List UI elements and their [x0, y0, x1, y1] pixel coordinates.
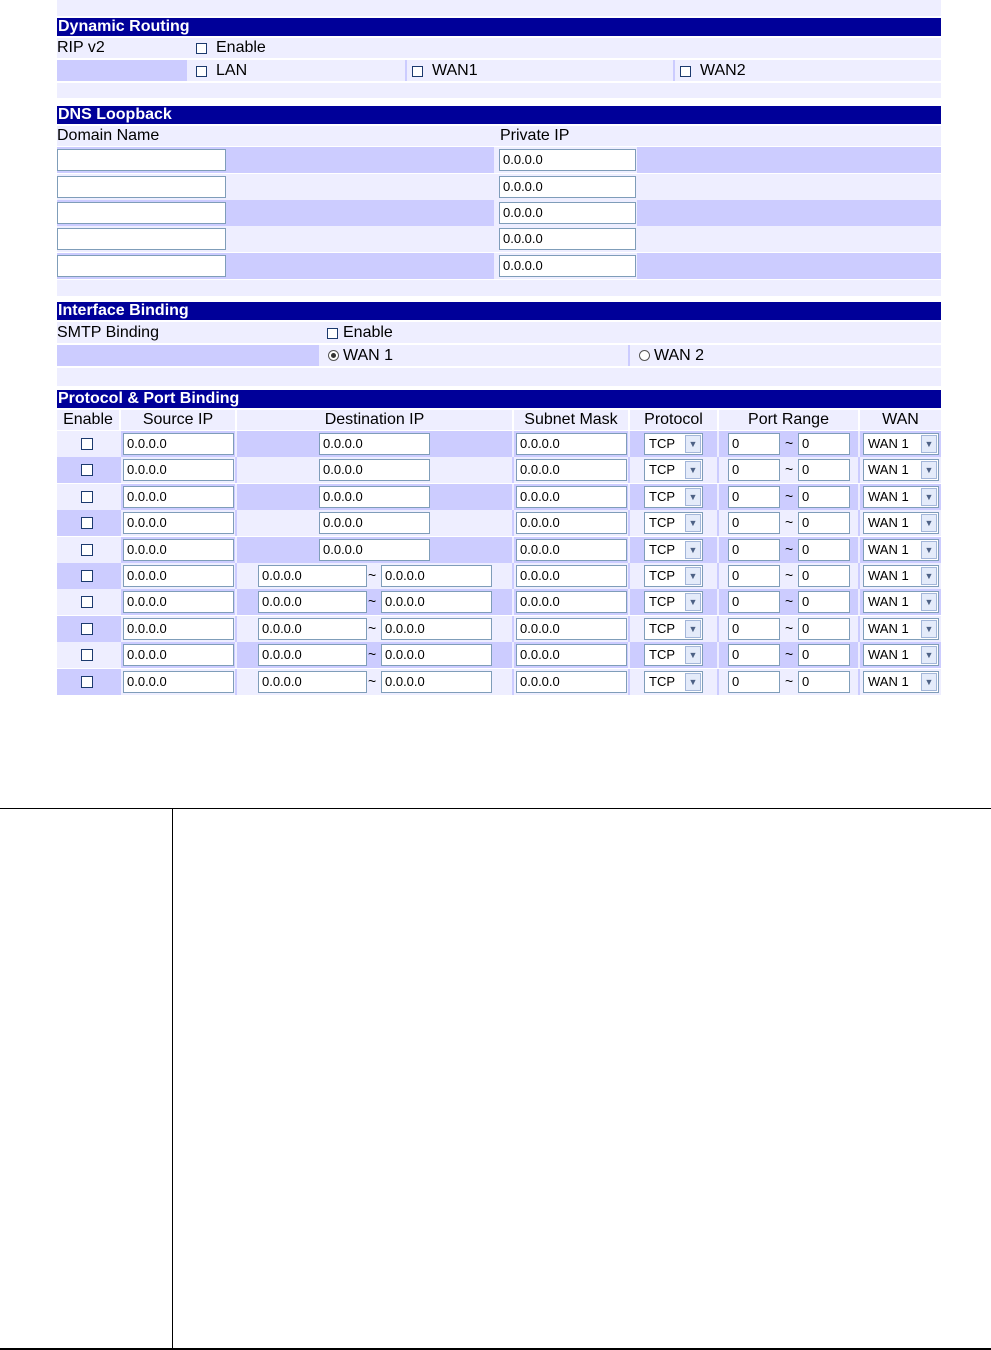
binding-enable-checkbox[interactable] [81, 623, 93, 635]
source-ip-input[interactable]: 0.0.0.0 [123, 644, 234, 666]
chevron-down-icon: ▼ [685, 646, 701, 664]
binding-enable-checkbox[interactable] [81, 676, 93, 688]
binding-enable-checkbox[interactable] [81, 544, 93, 556]
chevron-down-icon: ▼ [685, 673, 701, 691]
destination-ip-start-input[interactable]: 0.0.0.0 [258, 618, 367, 640]
spacer [57, 368, 941, 386]
binding-row [57, 484, 941, 510]
chevron-down-icon: ▼ [921, 488, 937, 506]
wan-select-value: WAN 1 [868, 436, 909, 451]
destination-ip-end-input[interactable]: 0.0.0.0 [381, 671, 492, 693]
rip-interfaces-row [57, 60, 941, 81]
subnet-mask-input[interactable]: 0.0.0.0 [516, 565, 627, 587]
chevron-down-icon: ▼ [921, 646, 937, 664]
protocol-select[interactable] [644, 486, 703, 508]
wan-select[interactable] [863, 618, 939, 640]
chevron-down-icon: ▼ [685, 567, 701, 585]
enable-col-header: Enable [57, 410, 119, 430]
protocol-select[interactable] [644, 618, 703, 640]
top-spacer [57, 0, 941, 16]
smtp-wan2-label: WAN 2 [654, 347, 705, 364]
port-end-input[interactable]: 0 [798, 671, 850, 693]
chevron-down-icon: ▼ [921, 541, 937, 559]
protocol-binding-section [57, 390, 941, 695]
wan-select-value: WAN 1 [868, 568, 909, 583]
dns-row [57, 147, 941, 173]
wan-select-value: WAN 1 [868, 489, 909, 504]
range-separator: ~ [368, 567, 377, 583]
smtp-wan-row [57, 345, 941, 366]
wan-select-value: WAN 1 [868, 515, 909, 530]
domain-input[interactable] [57, 202, 226, 224]
private-ip-input[interactable]: 0.0.0.0 [499, 176, 636, 198]
wan-select-value: WAN 1 [868, 594, 909, 609]
protocol-select[interactable] [644, 671, 703, 693]
protocol-select[interactable] [644, 512, 703, 534]
port-start-input[interactable]: 0 [728, 486, 780, 508]
chevron-down-icon: ▼ [685, 435, 701, 453]
port-start-input[interactable]: 0 [728, 459, 780, 481]
range-separator: ~ [785, 435, 794, 451]
subnet-mask-input[interactable]: 0.0.0.0 [516, 512, 627, 534]
smtp-row [57, 322, 941, 343]
protocol-select-value: TCP [649, 647, 675, 662]
wan-select[interactable] [863, 459, 939, 481]
private-ip-input[interactable]: 0.0.0.0 [499, 202, 636, 224]
spacer [57, 280, 941, 296]
destination-ip-input[interactable]: 0.0.0.0 [319, 486, 430, 508]
protocol-select[interactable] [644, 644, 703, 666]
chevron-down-icon: ▼ [685, 461, 701, 479]
domain-input[interactable] [57, 255, 226, 277]
destination-ip-input[interactable]: 0.0.0.0 [319, 539, 430, 561]
chevron-down-icon: ▼ [921, 514, 937, 532]
wan-select-value: WAN 1 [868, 647, 909, 662]
wan-select[interactable] [863, 671, 939, 693]
port-end-input[interactable]: 0 [798, 618, 850, 640]
interface-binding-header: Interface Binding [57, 302, 941, 320]
port-start-input[interactable]: 0 [728, 433, 780, 455]
wan-select[interactable] [863, 512, 939, 534]
chevron-down-icon: ▼ [685, 488, 701, 506]
protocol-select[interactable] [644, 591, 703, 613]
private-ip-header: Private IP [500, 127, 570, 144]
destination-ip-start-input[interactable]: 0.0.0.0 [258, 644, 367, 666]
rip-label: RIP v2 [57, 39, 105, 56]
source-ip-input[interactable]: 0.0.0.0 [123, 591, 234, 613]
port-end-input[interactable]: 0 [798, 565, 850, 587]
smtp-enable-checkbox[interactable] [327, 328, 338, 339]
binding-enable-checkbox[interactable] [81, 596, 93, 608]
destination-ip-start-input[interactable]: 0.0.0.0 [258, 671, 367, 693]
protocol-column-header-row [57, 410, 941, 430]
range-separator: ~ [785, 488, 794, 504]
table-column-divider [172, 808, 173, 1348]
destination-ip-end-input[interactable]: 0.0.0.0 [381, 618, 492, 640]
protocol-select-value: TCP [649, 542, 675, 557]
destination-ip-start-input[interactable]: 0.0.0.0 [258, 565, 367, 587]
range-separator: ~ [785, 646, 794, 662]
source-ip-input[interactable]: 0.0.0.0 [123, 539, 234, 561]
dns-row [57, 253, 941, 279]
dns-row [57, 174, 941, 200]
chevron-down-icon: ▼ [685, 593, 701, 611]
subnet-mask-input[interactable]: 0.0.0.0 [516, 459, 627, 481]
subnet-mask-input[interactable]: 0.0.0.0 [516, 591, 627, 613]
spacer [57, 83, 941, 98]
chevron-down-icon: ▼ [685, 620, 701, 638]
destination-ip-input[interactable]: 0.0.0.0 [319, 433, 430, 455]
port-end-input[interactable]: 0 [798, 512, 850, 534]
protocol-select-value: TCP [649, 568, 675, 583]
private-ip-input[interactable]: 0.0.0.0 [499, 149, 636, 171]
protocol-select[interactable] [644, 565, 703, 587]
subnet-mask-input[interactable]: 0.0.0.0 [516, 433, 627, 455]
range-separator: ~ [368, 620, 377, 636]
rip-enable-label: Enable [216, 39, 266, 56]
range-separator: ~ [785, 541, 794, 557]
wan-select[interactable] [863, 565, 939, 587]
range-separator: ~ [785, 620, 794, 636]
binding-enable-checkbox[interactable] [81, 464, 93, 476]
port-end-input[interactable]: 0 [798, 644, 850, 666]
port-start-input[interactable]: 0 [728, 539, 780, 561]
smtp-enable-label: Enable [343, 324, 393, 341]
range-separator: ~ [785, 514, 794, 530]
dns-row [57, 200, 941, 226]
subnet-mask-col-header: Subnet Mask [514, 410, 628, 430]
dns-row [57, 226, 941, 252]
binding-row [57, 563, 941, 589]
source-ip-input[interactable]: 0.0.0.0 [123, 565, 234, 587]
range-separator: ~ [785, 567, 794, 583]
protocol-select-value: TCP [649, 594, 675, 609]
smtp-wan1-radio[interactable] [328, 350, 339, 361]
destination-ip-start-input[interactable]: 0.0.0.0 [258, 591, 367, 613]
chevron-down-icon: ▼ [921, 461, 937, 479]
wan-select[interactable] [863, 591, 939, 613]
protocol-select-value: TCP [649, 674, 675, 689]
subnet-mask-input[interactable]: 0.0.0.0 [516, 539, 627, 561]
domain-input[interactable] [57, 228, 226, 250]
protocol-select-value: TCP [649, 462, 675, 477]
protocol-col-header: Protocol [630, 410, 717, 430]
rip-wan2-checkbox[interactable] [680, 66, 691, 77]
binding-enable-checkbox[interactable] [81, 517, 93, 529]
private-ip-input[interactable]: 0.0.0.0 [499, 255, 636, 277]
port-start-input[interactable]: 0 [728, 618, 780, 640]
protocol-select-value: TCP [649, 489, 675, 504]
wan-select[interactable] [863, 539, 939, 561]
domain-input[interactable] [57, 149, 226, 171]
port-start-input[interactable]: 0 [728, 565, 780, 587]
wan-col-header: WAN [860, 410, 941, 430]
range-separator: ~ [785, 461, 794, 477]
range-separator: ~ [368, 593, 377, 609]
chevron-down-icon: ▼ [685, 514, 701, 532]
binding-enable-checkbox[interactable] [81, 570, 93, 582]
private-ip-input[interactable]: 0.0.0.0 [499, 228, 636, 250]
protocol-select[interactable] [644, 433, 703, 455]
rip-wan1-label: WAN1 [432, 62, 478, 79]
range-separator: ~ [368, 646, 377, 662]
port-start-input[interactable]: 0 [728, 512, 780, 534]
protocol-select[interactable] [644, 459, 703, 481]
protocol-binding-header: Protocol & Port Binding [57, 390, 941, 408]
smtp-binding-label: SMTP Binding [57, 324, 159, 341]
source-ip-input[interactable]: 0.0.0.0 [123, 618, 234, 640]
wan-select[interactable] [863, 644, 939, 666]
wan-select[interactable] [863, 433, 939, 455]
dynamic-routing-section [57, 18, 941, 98]
subnet-mask-input[interactable]: 0.0.0.0 [516, 486, 627, 508]
destination-ip-col-header: Destination IP [237, 410, 512, 430]
source-ip-input[interactable]: 0.0.0.0 [123, 512, 234, 534]
binding-row [57, 669, 941, 695]
domain-name-header: Domain Name [57, 127, 160, 144]
interface-binding-section [57, 302, 941, 386]
protocol-select-value: TCP [649, 515, 675, 530]
destination-ip-input[interactable]: 0.0.0.0 [319, 512, 430, 534]
rip-wan1-checkbox[interactable] [412, 66, 423, 77]
wan-select-value: WAN 1 [868, 621, 909, 636]
binding-enable-checkbox[interactable] [81, 491, 93, 503]
rip-wan2-label: WAN2 [700, 62, 746, 79]
port-end-input[interactable]: 0 [798, 539, 850, 561]
port-start-input[interactable]: 0 [728, 644, 780, 666]
range-separator: ~ [785, 593, 794, 609]
port-start-input[interactable]: 0 [728, 591, 780, 613]
chevron-down-icon: ▼ [921, 567, 937, 585]
wan-select-value: WAN 1 [868, 542, 909, 557]
binding-enable-checkbox[interactable] [81, 649, 93, 661]
source-ip-input[interactable]: 0.0.0.0 [123, 486, 234, 508]
rip-row [57, 38, 941, 58]
binding-row [57, 616, 941, 642]
dns-loopback-section [57, 106, 941, 296]
subnet-mask-input[interactable]: 0.0.0.0 [516, 618, 627, 640]
binding-row [57, 431, 941, 457]
port-end-input[interactable]: 0 [798, 486, 850, 508]
rip-enable-checkbox[interactable] [196, 43, 207, 54]
range-separator: ~ [368, 673, 377, 689]
binding-row [57, 510, 941, 536]
subnet-mask-input[interactable]: 0.0.0.0 [516, 644, 627, 666]
binding-row [57, 642, 941, 668]
port-start-input[interactable]: 0 [728, 671, 780, 693]
dynamic-routing-header: Dynamic Routing [57, 18, 941, 36]
dns-column-header-row [57, 126, 941, 146]
wan-select-value: WAN 1 [868, 674, 909, 689]
chevron-down-icon: ▼ [921, 673, 937, 691]
destination-ip-end-input[interactable]: 0.0.0.0 [381, 591, 492, 613]
binding-row [57, 457, 941, 483]
port-range-col-header: Port Range [719, 410, 858, 430]
dns-loopback-header: DNS Loopback [57, 106, 941, 124]
source-ip-input[interactable]: 0.0.0.0 [123, 459, 234, 481]
binding-enable-checkbox[interactable] [81, 438, 93, 450]
protocol-select[interactable] [644, 539, 703, 561]
protocol-select-value: TCP [649, 621, 675, 636]
wan-select[interactable] [863, 486, 939, 508]
chevron-down-icon: ▼ [921, 620, 937, 638]
protocol-select-value: TCP [649, 436, 675, 451]
table-top-border [0, 808, 991, 809]
source-ip-col-header: Source IP [121, 410, 235, 430]
destination-ip-end-input[interactable]: 0.0.0.0 [381, 644, 492, 666]
port-end-input[interactable]: 0 [798, 591, 850, 613]
subnet-mask-input[interactable]: 0.0.0.0 [516, 671, 627, 693]
domain-input[interactable] [57, 176, 226, 198]
source-ip-input[interactable]: 0.0.0.0 [123, 433, 234, 455]
source-ip-input[interactable]: 0.0.0.0 [123, 671, 234, 693]
binding-row [57, 537, 941, 563]
chevron-down-icon: ▼ [685, 541, 701, 559]
range-separator: ~ [785, 673, 794, 689]
smtp-wan2-radio[interactable] [639, 350, 650, 361]
binding-row [57, 589, 941, 615]
chevron-down-icon: ▼ [921, 435, 937, 453]
rip-lan-checkbox[interactable] [196, 66, 207, 77]
destination-ip-end-input[interactable]: 0.0.0.0 [381, 565, 492, 587]
port-end-input[interactable]: 0 [798, 433, 850, 455]
port-end-input[interactable]: 0 [798, 459, 850, 481]
rip-lan-label: LAN [216, 62, 248, 79]
smtp-wan1-label: WAN 1 [343, 347, 394, 364]
destination-ip-input[interactable]: 0.0.0.0 [319, 459, 430, 481]
wan-select-value: WAN 1 [868, 462, 909, 477]
chevron-down-icon: ▼ [921, 593, 937, 611]
